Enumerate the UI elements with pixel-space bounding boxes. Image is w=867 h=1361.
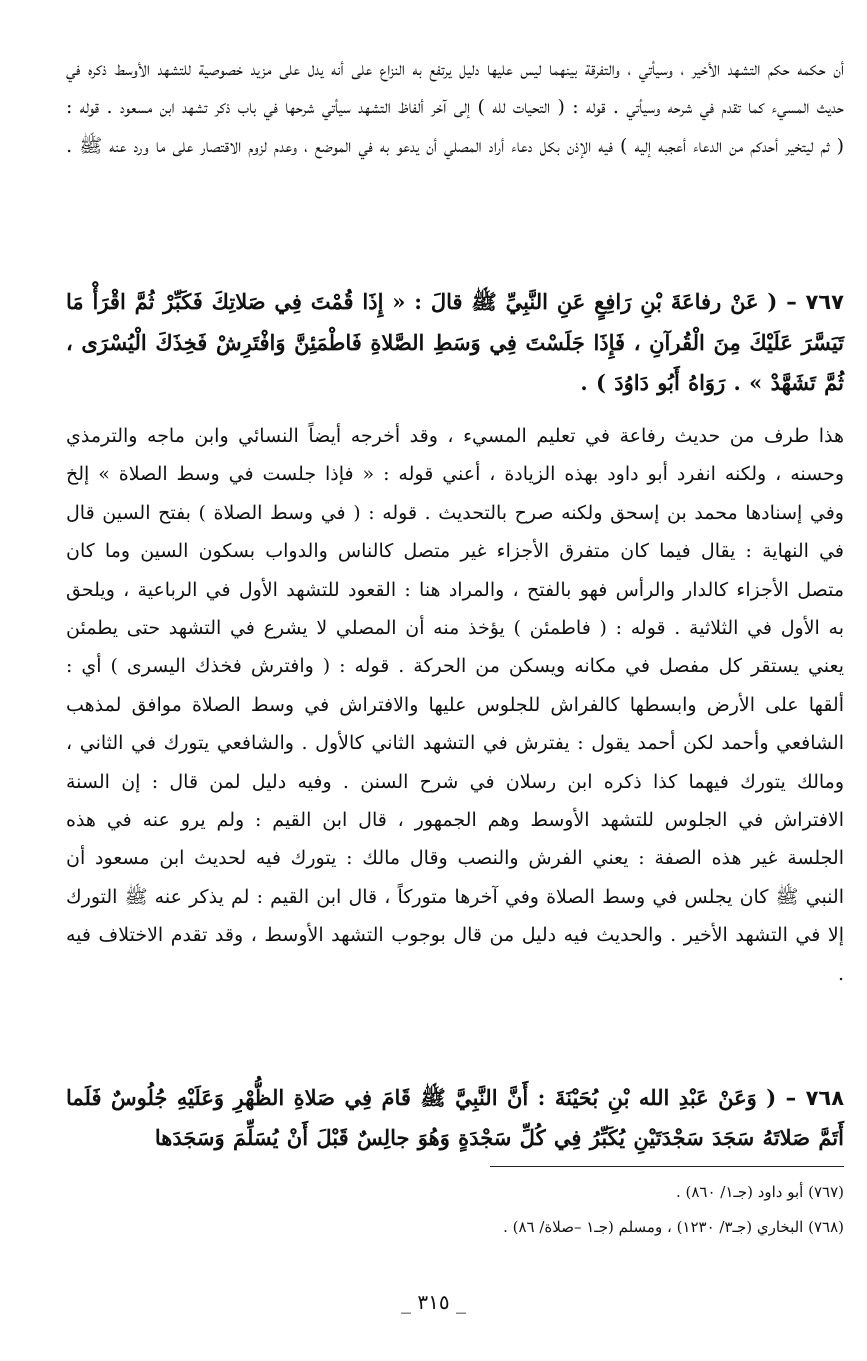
- footnote-767: (٧٦٧) أبو داود (جـ١/ ٨٦٠) .: [675, 1183, 844, 1201]
- hadith-768-number: ٧٦٨ –: [785, 1086, 845, 1110]
- commentary-paragraph-2: [66, 417, 844, 993]
- hadith-768: [66, 1078, 844, 1158]
- hadith-767-number: ٧٦٧ –: [786, 290, 844, 314]
- commentary-paragraph-1-text: أن حكمه حكم التشهد الأخير ، وسيأتي ، والتفرقة بينهما ليس عليها دليل يرتفع به النزاع على أنه يدل على مزيد خصوصية للتشهد الأوسط ذكره في حديث المسيء كما تقدم في شرحه وسيأتي . قوله : ( التحيات لله ) إلى آخر ألفاظ التشهد سيأتي شرحها في باب ذكر تشهد ابن مسعود . قوله : ( ثم ليتخير أحدكم من الدعاء أعجبه إليه ) فيه الإذن بكل دعاء أراد المصلي أن يدعو به في الموضع ، وعدم لزوم الاقتصار على ما ورد عنه ﷺ .: [66, 58, 844, 157]
- commentary-paragraph-2-text: هذا طرف من حديث رفاعة في تعليم المسيء ، وقد أخرجه أيضاً النسائي وابن ماجه والترمذي وحسنه ، ولكنه انفرد أبو داود بهذه الزيادة ، أعني قوله : « فإذا جلست في وسط الصلاة » إلخ وفي إسنادها محمد بن إسحق ولكنه صرح بالتحديث . قوله : ( في وسط الصلاة ) بفتح السين قال في النهاية : يقال فيما كان متفرق الأجزاء غير متصل كالناس والدواب بسكون السين وما كان متصل الأجزاء كالدار والرأس فهو بالفتح ، والمراد هنا : القعود للتشهد الأول في الرباعية ، ويلحق به الأول في الثلاثية . قوله : ( فاطمئن ) يؤخذ منه أن المصلي لا يشرع في التشهد حتى يطمئن يعني يستقر كل مفصل في مكانه ويسكن من الحركة . قوله : ( وافترش فخذك اليسرى ) أي : ألقها على الأرض وابسطها كالفراش للجلوس عليها والافتراش في وسط الصلاة موافق لمذهب الشافعي وأحمد لكن أحمد يقول : يفترش في التشهد الثاني كالأول . والشافعي يتورك في الثاني ، ومالك يتورك فيهما كذا ذكره ابن رسلان في شرح السنن . وفيه دليل لمن قال : إن السنة الافتراش في الجلوس للتشهد الأوسط وهم الجمهور ، قال ابن القيم : ولم يرو عنه في هذه الجلسة غير هذه الصفة : يعني الفرش والنصب وقال مالك : يتورك فيه لحديث ابن مسعود أن النبي ﷺ كان يجلس في وسط الصلاة وفي آخرها متوركاً ، قال ابن القيم : لم يذكر عنه ﷺ التورك إلا في التشهد الأخير . والحديث فيه دليل من قال بوجوب التشهد الأوسط ، وقد تقدم الاختلاف فيه .: [66, 425, 844, 985]
- hadith-768-text: ( وَعَنْ عَبْدِ الله بْنِ بُحَيْنَةَ : أَنَّ النَّبِيَّ ﷺ قَامَ فِي صَلاةِ الظُّهْرِ وَعَلَيْهِ جُلُوسٌ فَلَما أَتَمَّ صَلاتَهُ سَجَدَ سَجْدَتَيْنِ يُكَبِّرُ فِي كُلِّ سَجْدَةٍ وَهُوَ جالِسٌ قَبْلَ أَنْ يُسَلِّمَ وَسَجَدَها: [66, 1085, 844, 1150]
- hadith-767: [66, 282, 844, 404]
- hadith-767-text: ( عَنْ رفاعَةَ بْنِ رَافِعٍ عَنِ النَّبِيِّ ﷺ قالَ : « إِذَا قُمْتَ فِي صَلاتِكَ فَكَبِّرْ ثُمَّ اقْرَأْ مَا تَيَسَّرَ عَلَيْكَ مِنَ الْقُرآنِ ، فَإِذَا جَلَسْتَ فِي وَسَطِ الصَّلاةِ فَاطْمَئِنَّ وَافْتَرِشْ فَخِذَكَ الْيُسْرَى ، ثُمَّ تَشَهَّدْ » . رَوَاهُ أَبُو دَاوُدَ ) .: [66, 289, 844, 395]
- commentary-paragraph-1: [66, 50, 844, 165]
- page-number: _ ٣١٥ _: [401, 1290, 466, 1314]
- footnote-768: (٧٦٨) البخاري (جـ٣/ ١٢٣٠) ، ومسلم (جـ١ –صلاة/ ٨٦) .: [503, 1218, 844, 1236]
- footnote-divider: [490, 1166, 844, 1167]
